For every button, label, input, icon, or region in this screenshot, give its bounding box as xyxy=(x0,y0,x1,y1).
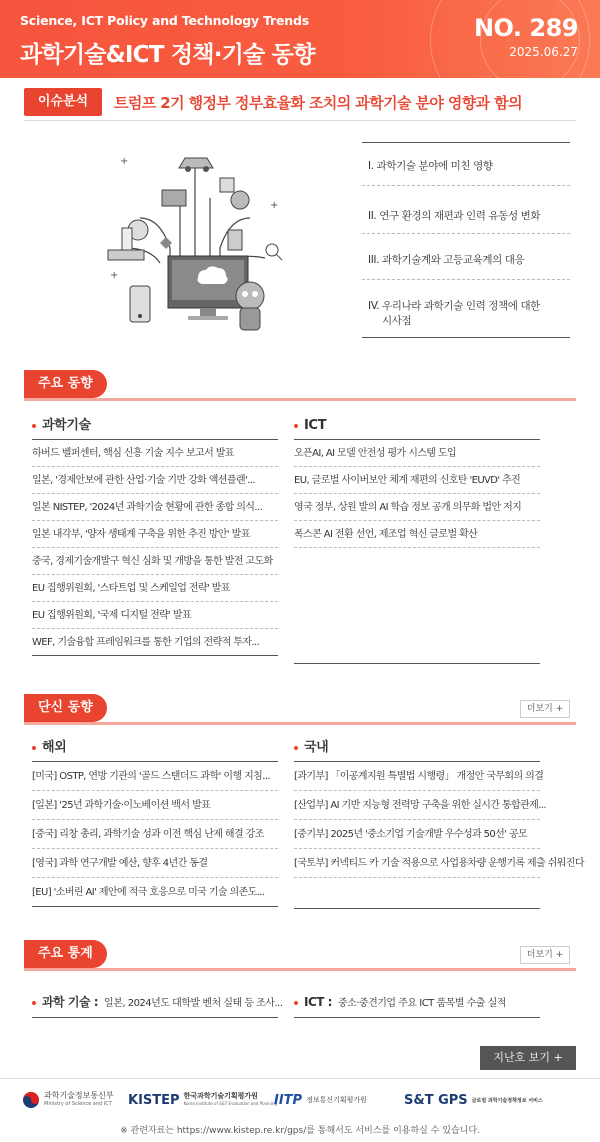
science-title: 과학기술 xyxy=(42,418,91,433)
issue-headline-link[interactable]: 트럼프 2기 행정부 정부효율화 조치의 과학기술 분야 영향과 함의 xyxy=(114,94,522,112)
list-item[interactable]: 중국, 경제기술개발구 혁신 심화 및 개방을 통한 발전 고도화 xyxy=(32,548,278,575)
past-issue-button[interactable]: 지난호 보기 + xyxy=(480,1046,576,1070)
list-item[interactable]: 일본, '경제안보에 관한 산업·기술 기반 강화 액션플랜'... xyxy=(32,467,278,494)
taegeuk-icon xyxy=(22,1091,40,1109)
stat-ict-text: 중소·중견기업 주요 ICT 품목별 수출 실적 xyxy=(337,998,506,1009)
ict-title: ICT xyxy=(304,418,327,433)
stats-label: 주요 통계 xyxy=(24,940,107,968)
logo3-ko: 정보통신기획평가원 xyxy=(306,1096,367,1104)
bullet-icon xyxy=(294,1001,298,1005)
list-item[interactable]: [미국] OSTP, 연방 기관의 '골드 스탠더드 과학' 이행 지침... xyxy=(32,762,278,791)
ict-heading xyxy=(294,412,540,440)
main-trends-header xyxy=(24,370,576,400)
stat-science-text: 일본, 2024년도 대학발 벤처 실태 등 조사... xyxy=(104,998,283,1009)
logo2-en: Korea Institute of S&T Evaluation and Planning xyxy=(183,1101,277,1106)
issue-number: NO. 289 xyxy=(473,14,578,42)
tech-illustration xyxy=(100,138,290,333)
toc-num: III. xyxy=(368,254,380,266)
list-item[interactable]: EU 집행위원회, '스타트업 및 스케일업 전략' 발표 xyxy=(32,575,278,602)
toc-text: 과학기술 분야에 미친 영향 xyxy=(376,160,493,172)
toc-text: 연구 환경의 재편과 인력 유동성 변화 xyxy=(379,210,541,222)
list-item[interactable]: 영국 정부, 상원 발의 AI 학습 정보 공개 의무화 법안 저지 xyxy=(294,494,540,521)
stat-ict[interactable] xyxy=(294,986,540,1018)
list-item[interactable]: 일본 NISTEP, '2024년 과학기술 현황에 관한 종합 의식... xyxy=(32,494,278,521)
issue-tag: 이슈분석 xyxy=(24,88,102,116)
list-item[interactable]: [중국] 리창 총리, 과학기술 성과 이전 핵심 난제 해결 강조 xyxy=(32,820,278,849)
stat-ict-label: ICT : xyxy=(304,995,332,1009)
list-item[interactable]: 일본 내각부, '양자 생태계 구축을 위한 추진 방안' 발표 xyxy=(32,521,278,548)
header-banner xyxy=(0,0,600,78)
divider xyxy=(24,120,576,121)
logo2-main: KISTEP xyxy=(128,1092,180,1108)
msit-logo[interactable] xyxy=(22,1087,114,1113)
footer xyxy=(0,1078,600,1142)
bullet-icon xyxy=(294,424,298,428)
list-item[interactable]: 폭스콘 AI 전환 선언, 제조업 혁신 글로벌 확산 xyxy=(294,521,540,548)
list-item[interactable]: WEF, 기술융합 프레임워크를 통한 기업의 전략적 투자... xyxy=(32,629,278,656)
list-item[interactable]: [국토부] 커넥티드 카 기술 적용으로 사업용차량 운행기록 제출 쉬워진다 xyxy=(294,849,540,878)
overseas-column xyxy=(32,734,278,907)
header-title: 과학기술&ICT 정책·기술 동향 xyxy=(20,42,315,68)
toc-item-4[interactable] xyxy=(362,280,570,338)
brief-trends-header xyxy=(24,694,576,724)
footer-notice: ※ 관련자료는 https://www.kistep.re.kr/gps/를 통해서도 서비스를 이용하실 수 있습니다. xyxy=(120,1126,480,1136)
logo3-main: IITP xyxy=(274,1092,303,1108)
list-item[interactable]: 오픈AI, AI 모델 안전성 평가 시스템 도입 xyxy=(294,440,540,467)
ict-column xyxy=(294,412,540,664)
domestic-heading xyxy=(294,734,540,762)
logo1-en: Ministry of Science and ICT xyxy=(44,1101,112,1107)
bullet-icon xyxy=(32,1001,36,1005)
toc-num: Ⅰ. xyxy=(368,160,374,172)
more-button[interactable]: 더보기 + xyxy=(520,946,570,964)
svg-text:+: + xyxy=(270,200,279,211)
issue-toc xyxy=(362,142,570,338)
list-item[interactable]: [중기부] 2025년 '중소기업 기술개발 우수성과 50선' 공모 xyxy=(294,820,540,849)
logo4-main: S&T GPS xyxy=(404,1092,468,1108)
toc-item-3[interactable] xyxy=(362,234,570,280)
stgps-logo[interactable] xyxy=(404,1087,543,1113)
list-item[interactable]: EU, 글로벌 사이버보안 체계 재편의 신호탄 'EUVD' 추진 xyxy=(294,467,540,494)
header-subtitle: Science, ICT Policy and Technology Trends xyxy=(20,13,309,28)
overseas-title: 해외 xyxy=(42,740,67,755)
more-button[interactable]: 더보기 + xyxy=(520,700,570,718)
domestic-title: 국내 xyxy=(304,740,329,755)
toc-text: 과학기술계와 고등교육계의 대응 xyxy=(381,254,525,266)
issue-analysis xyxy=(24,86,576,118)
toc-text-line2: 시사점 xyxy=(382,315,412,327)
main-trends-label: 주요 동향 xyxy=(24,370,107,398)
svg-text:+: + xyxy=(120,156,129,167)
science-column xyxy=(32,412,278,656)
stats-header xyxy=(24,940,576,970)
brief-trends-label: 단신 동향 xyxy=(24,694,107,722)
list-item[interactable]: [EU] '소버린 AI' 제안에 적극 호응으로 미국 기술 의존도... xyxy=(32,878,278,907)
toc-text: 우리나라 과학기술 인력 정책에 대한 xyxy=(382,300,540,312)
toc-item-1[interactable] xyxy=(362,142,570,186)
kistep-logo[interactable] xyxy=(128,1087,277,1113)
svg-text:+: + xyxy=(110,270,119,281)
list-item[interactable]: [영국] 과학 연구개발 예산, 향후 4년간 동결 xyxy=(32,849,278,878)
logo1-ko: 과학기술정보통신부 xyxy=(44,1091,114,1100)
bullet-icon xyxy=(294,746,298,750)
section-bar xyxy=(24,722,576,725)
stat-science[interactable] xyxy=(32,986,283,1018)
iitp-logo[interactable] xyxy=(274,1087,367,1113)
section-bar xyxy=(24,398,576,401)
issue-date: 2025.06.27 xyxy=(509,45,578,59)
domestic-column xyxy=(294,734,584,909)
bullet-icon xyxy=(32,746,36,750)
section-bar xyxy=(24,968,576,971)
logo2-ko: 한국과학기술기획평가원 xyxy=(183,1092,258,1100)
tech-illustration-icon xyxy=(100,138,290,333)
science-heading xyxy=(32,412,278,440)
list-item[interactable]: [과기부] 「이공계지원 특별법 시행령」 개정안 국무회의 의결 xyxy=(294,762,540,791)
list-item[interactable]: 하버드 벨퍼센터, 핵심 신흥 기술 지수 보고서 발표 xyxy=(32,440,278,467)
toc-num: IV. xyxy=(368,300,380,312)
stat-science-label: 과학 기술 : xyxy=(42,995,99,1009)
list-item[interactable]: [산업부] AI 기반 지능형 전력망 구축을 위한 실시간 통합관제... xyxy=(294,791,540,820)
bullet-icon xyxy=(32,424,36,428)
list-item[interactable]: [일본] '25년 과학기술·이노베이션 백서 발표 xyxy=(32,791,278,820)
toc-item-2[interactable] xyxy=(362,186,570,234)
toc-num: II. xyxy=(368,210,377,222)
list-item[interactable]: EU 집행위원회, '국제 디지털 전략' 발표 xyxy=(32,602,278,629)
overseas-heading xyxy=(32,734,278,762)
logo4-ko: 글로벌 과학기술정책정보 서비스 xyxy=(471,1097,543,1104)
